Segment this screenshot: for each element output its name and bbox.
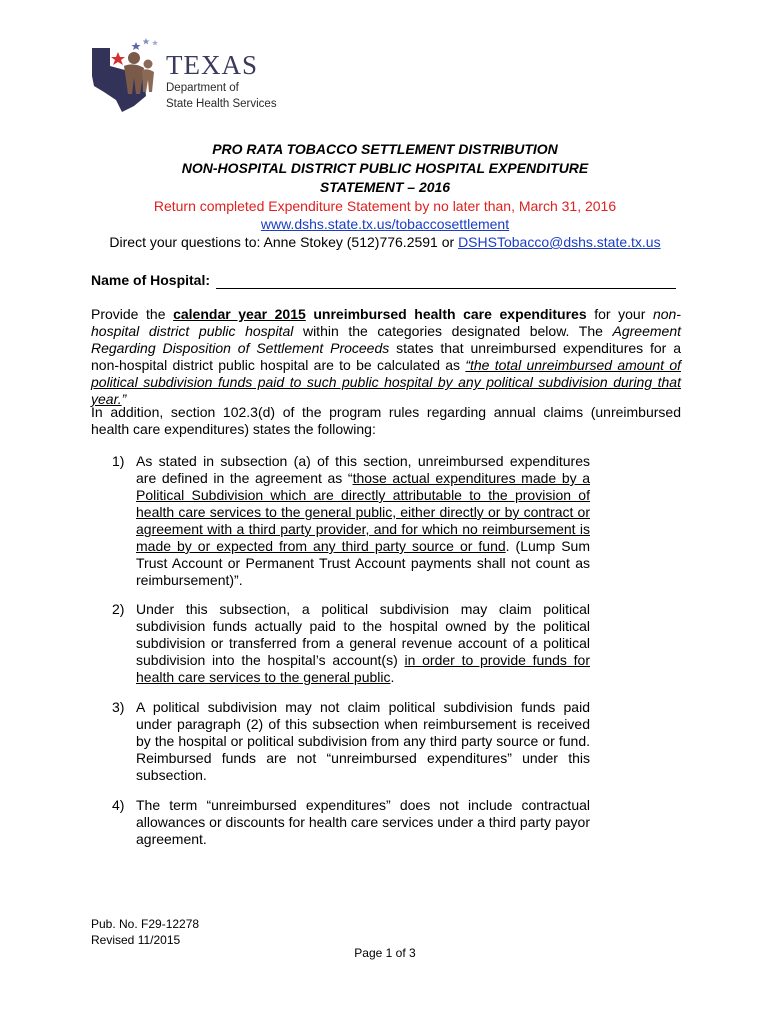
intro-text-1: Provide the [91,306,174,322]
publication-number: Pub. No. F29-12278 [91,917,200,931]
contact-email-link[interactable]: DSHSTobacco@dshs.state.tx.us [458,234,661,250]
intro-text-6: within the categories designated below. The [293,323,613,339]
list-item-number: 3) [112,699,125,715]
page-number: Page 1 of 3 [354,946,416,960]
intro-text-8: states that unreimbursed expenditures for a non-hospital district public hospital are to be calculated as [91,340,681,373]
intro-text-4: for your [586,306,653,322]
return-deadline-note: Return completed Expenditure Statement by no later than, March 31, 2016 [153,198,617,214]
addition-paragraph: In addition, section 102.3(d) of the program rules regarding annual claims (unreimbursed health care expenditures) states the following: [91,404,681,437]
intro-agreement-name: Agreement Regarding Disposition of Settlement Proceeds [91,323,681,356]
list-item-text-c: . (Lump Sum Trust Account or Permanent Trust Account payments shall not count as reimbursement)”. [136,538,590,588]
name-of-hospital-label: Name of Hospital: [91,272,211,288]
website-link[interactable]: www.dshs.state.tx.us/tobaccosettlement [260,216,510,232]
intro-paragraph [91,306,681,408]
document-header [0,140,770,252]
list-item-text [136,797,590,848]
list-item-text-a: As stated in subsection (a) of this section, unreimbursed expenditures are defined in the agreement as “ [136,453,590,486]
contact-prefix: Direct your questions to: Anne Stokey (512)776.2591 or [109,234,459,250]
contact-line [0,233,770,252]
list-item-text [136,453,590,589]
header-title-line-2: NON-HOSPITAL DISTRICT PUBLIC HOSPITAL EXPENDITURE [181,160,589,176]
list-item-number: 4) [112,797,125,813]
intro-expenditures: unreimbursed health care expenditures [305,306,587,322]
list-item-text-c: . [390,669,395,685]
publication-info [91,916,199,948]
list-item-number: 2) [112,601,125,617]
intro-calendar-year: calendar year 2015 [173,306,306,322]
intro-quote-end: ” [121,391,127,407]
list-item-text-a: Under this subsection, a political subdivision may claim political subdivision funds actually paid to the hospital owned by the political subdivision or transferred from a general revenue account of a political subdivision into the hospital’s account(s) [136,601,590,668]
name-of-hospital-field[interactable] [216,288,676,289]
list-item-text-a: The term “unreimbursed expenditures” does not include contractual allowances or discounts for health care services under a third party payor agreement. [136,797,590,847]
logo-subtitle-2: State Health Services [166,98,277,110]
list-item-text [136,699,590,784]
dshs-logo [88,36,288,112]
logo-subtitle-1: Department of [166,82,239,94]
intro-hospital-type: non-hospital district public hospital [91,306,681,339]
header-title-line-3: STATEMENT – 2016 [319,179,451,195]
revision-date: Revised 11/2015 [91,933,181,947]
intro-quote: “the total unreimbursed amount of political subdivision funds paid to such public hospital by any political subdivision during that year. [91,357,681,407]
list-item-text-underlined: in order to provide funds for health care services to the general public [136,652,590,685]
list-item-text-a: A political subdivision may not claim political subdivision funds paid under paragraph (2) of this subsection when reimbursement is received by the hospital or political subdivision from any third party source or fund. Reimbursed funds are not “unreimbursed expenditures” under this subsection. [136,699,590,783]
logo-text [166,52,277,111]
logo-title: TEXAS [166,50,258,80]
list-item-number: 1) [112,453,125,469]
texas-dshs-emblem-icon [88,36,168,112]
list-item-text [136,601,590,686]
list-item-text-underlined: those actual expenditures made by a Political Subdivision which are directly attributable to the provision of health care services to the general public, either directly or by contract or agreement with a third party provider, and for which no reimbursement is made by or expected from any third party source or fund [136,470,590,554]
header-title-line-1: PRO RATA TOBACCO SETTLEMENT DISTRIBUTION [212,141,558,157]
